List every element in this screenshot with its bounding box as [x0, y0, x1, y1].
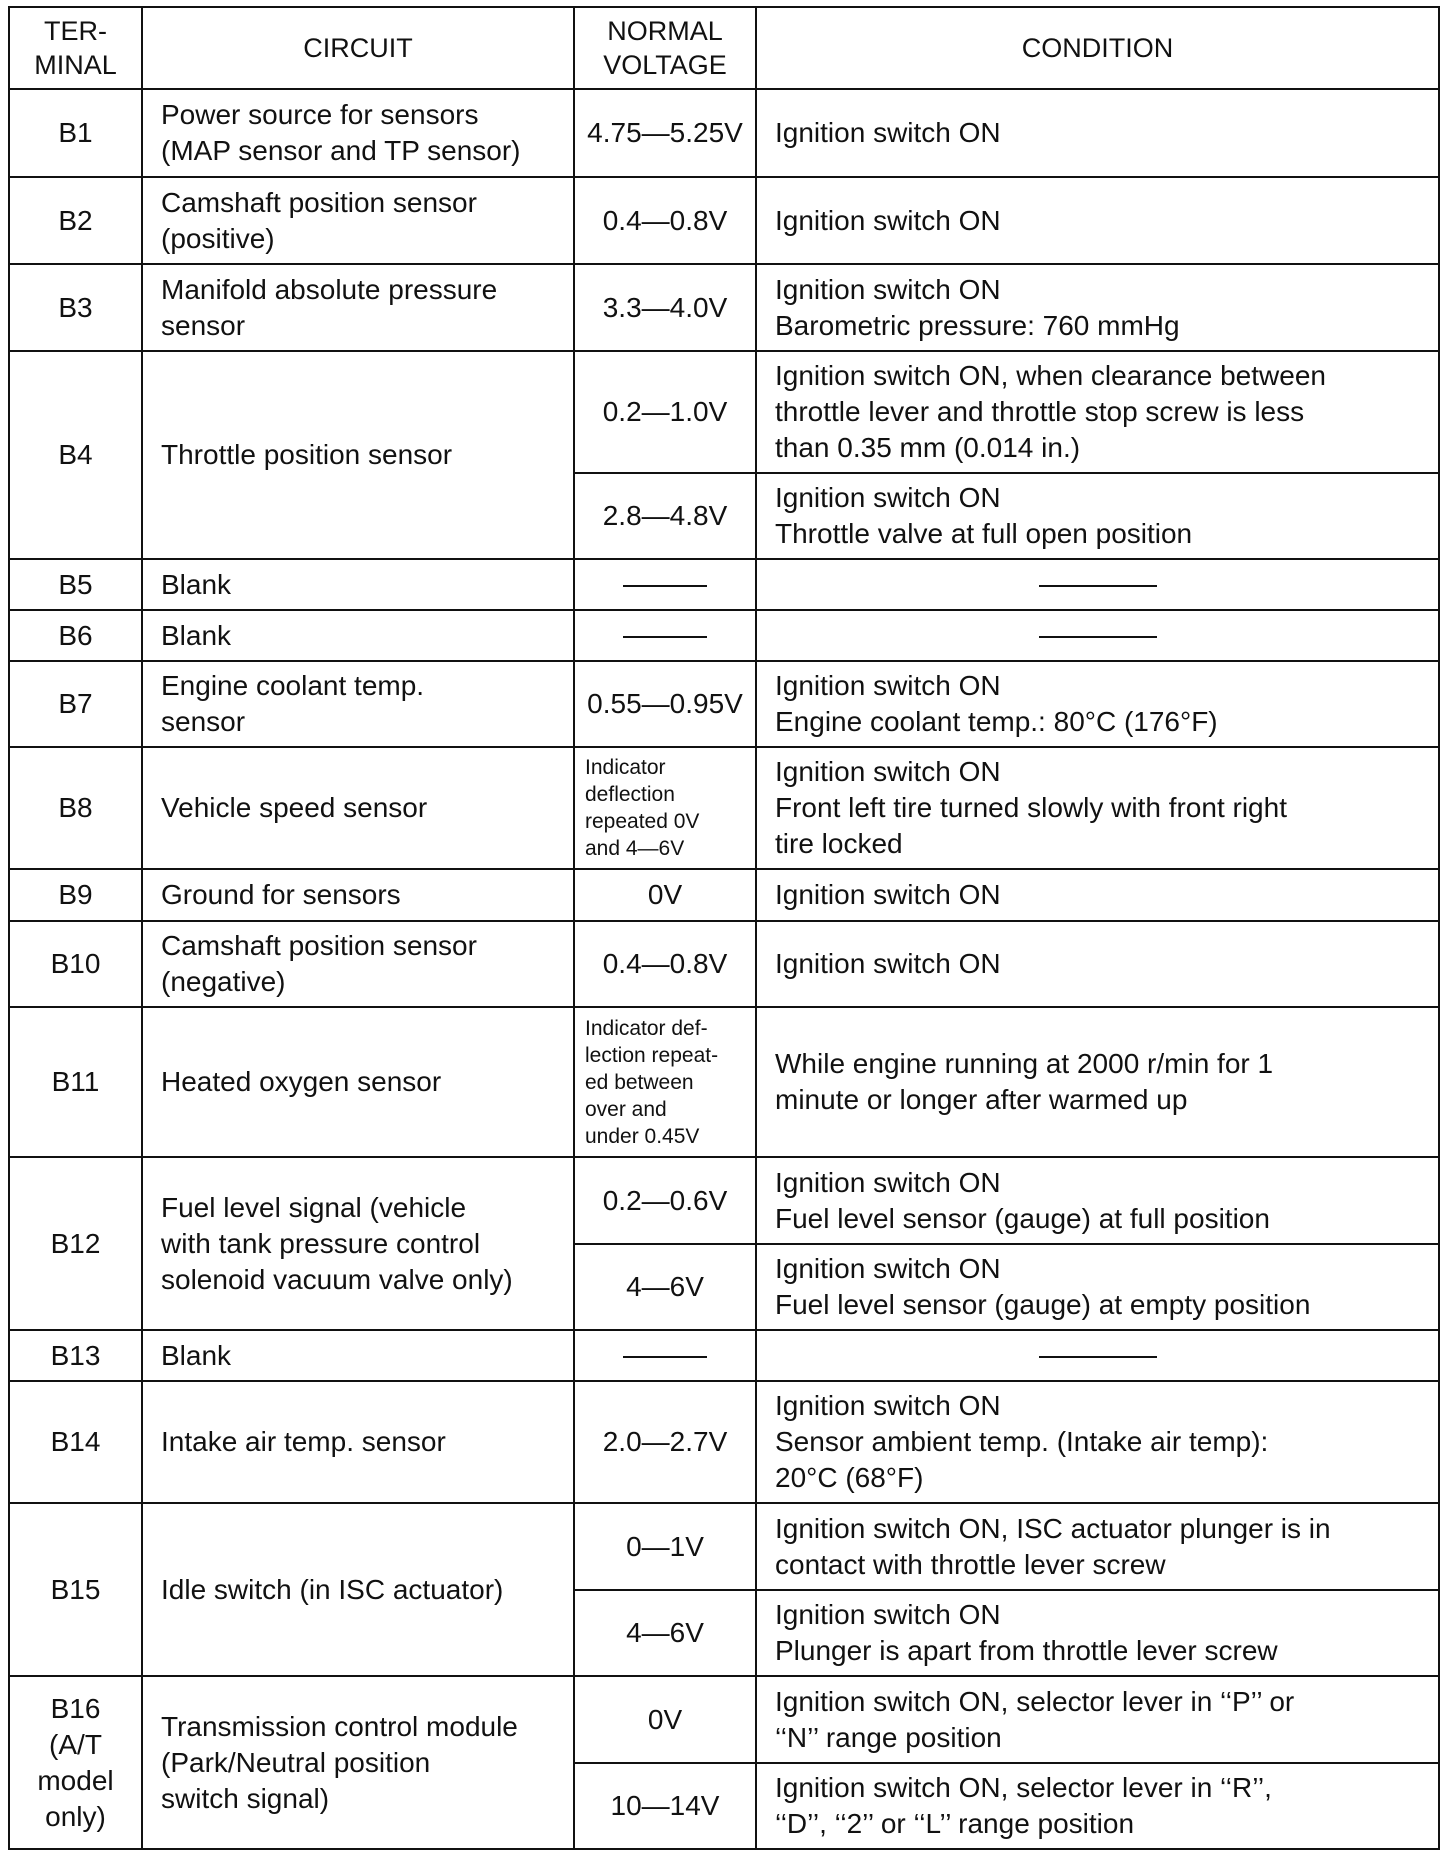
- table-row: [9, 177, 1439, 264]
- circuit-line: solenoid vacuum valve only): [161, 1263, 513, 1295]
- condition-line: Fuel level sensor (gauge) at full position: [775, 1202, 1270, 1234]
- circuit-cell: Throttle position sensor: [142, 351, 574, 559]
- terminal-line: model: [37, 1764, 114, 1796]
- header-circuit: CIRCUIT: [142, 7, 574, 89]
- terminal-cell: B7: [9, 661, 142, 747]
- condition-line: Ignition switch ON: [775, 1166, 1001, 1198]
- condition-cell: [756, 1244, 1439, 1330]
- dash-line: [1039, 636, 1157, 638]
- circuit-line: Power source for sensors: [161, 99, 479, 130]
- circuit-line: Fuel level signal (vehicle: [161, 1191, 467, 1223]
- condition-cell: [756, 1157, 1439, 1244]
- condition-cell: [756, 1590, 1439, 1676]
- header-condition: CONDITION: [756, 7, 1439, 89]
- voltage-cell: 4—6V: [574, 1244, 756, 1330]
- condition-line: Ignition switch ON, selector lever in ‘‘R’’,: [775, 1772, 1272, 1803]
- condition-line: Ignition switch ON: [775, 670, 1001, 701]
- circuit-cell: Blank: [142, 559, 574, 610]
- table-row: [9, 559, 1439, 610]
- table-row: [9, 1503, 1439, 1590]
- condition-line: Ignition switch ON: [775, 948, 1001, 979]
- circuit-line: (positive): [161, 222, 275, 254]
- terminal-cell: B6: [9, 610, 142, 661]
- voltage-line: Indicator: [585, 756, 666, 779]
- table-row: [9, 869, 1439, 921]
- voltage-cell: 2.0—2.7V: [574, 1381, 756, 1503]
- voltage-line: deflection: [585, 783, 675, 806]
- condition-line: contact with throttle lever screw: [775, 1548, 1166, 1580]
- header-terminal-line: TER-: [44, 16, 107, 46]
- circuit-cell: [142, 661, 574, 747]
- voltage-line: lection repeat-: [585, 1043, 719, 1067]
- condition-line: Barometric pressure: 760 mmHg: [775, 309, 1180, 341]
- voltage-cell: 0V: [574, 869, 756, 921]
- dash-line: [1039, 1356, 1157, 1358]
- condition-line: Ignition switch ON: [775, 482, 1001, 513]
- condition-line: throttle lever and throttle stop screw is less: [775, 396, 1305, 427]
- circuit-cell: [142, 89, 574, 177]
- table-row: [9, 1676, 1439, 1763]
- condition-line: ‘‘D’’, ‘‘2’’ or ‘‘L’’ range position: [775, 1808, 1135, 1839]
- terminal-line: B16: [50, 1692, 101, 1724]
- condition-line: than 0.35 mm (0.014 in.): [775, 432, 1081, 463]
- dash-line: [623, 636, 707, 638]
- circuit-line: sensor: [161, 309, 246, 341]
- voltage-cell-blank: [574, 610, 756, 661]
- voltage-cell-blank: [574, 559, 756, 610]
- voltage-cell: 0.2—0.6V: [574, 1157, 756, 1244]
- condition-cell: [756, 177, 1439, 264]
- table-row: [9, 921, 1439, 1007]
- table-row: [9, 89, 1439, 177]
- circuit-cell: Heated oxygen sensor: [142, 1007, 574, 1157]
- condition-line: Ignition switch ON: [775, 756, 1001, 787]
- table-row: [9, 747, 1439, 869]
- terminal-line: (A/T: [49, 1728, 102, 1760]
- voltage-line: Indicator def-: [585, 1016, 708, 1040]
- circuit-cell: Blank: [142, 610, 574, 661]
- header-terminal: [9, 7, 142, 89]
- circuit-line: sensor: [161, 706, 246, 737]
- condition-cell: [756, 1503, 1439, 1590]
- circuit-line: switch signal): [161, 1782, 330, 1814]
- voltage-cell: 2.8—4.8V: [574, 473, 756, 559]
- circuit-cell: Blank: [142, 1330, 574, 1381]
- condition-line: Ignition switch ON: [775, 117, 1001, 148]
- condition-line: tire locked: [775, 828, 903, 859]
- condition-line: Throttle valve at full open position: [775, 518, 1193, 549]
- condition-line: Front left tire turned slowly with front right: [775, 792, 1287, 823]
- voltage-cell: 0.2—1.0V: [574, 351, 756, 473]
- table-row: [9, 351, 1439, 473]
- voltage-line: over and: [585, 1097, 667, 1121]
- condition-cell-blank: [756, 610, 1439, 661]
- header-row: [9, 7, 1439, 89]
- voltage-cell: [574, 747, 756, 869]
- condition-cell-blank: [756, 1330, 1439, 1381]
- terminal-cell: B15: [9, 1503, 142, 1676]
- condition-cell: [756, 264, 1439, 351]
- voltage-cell: 0—1V: [574, 1503, 756, 1590]
- condition-cell: [756, 921, 1439, 1007]
- condition-line: Ignition switch ON, ISC actuator plunger is in: [775, 1512, 1331, 1544]
- voltage-cell-blank: [574, 1330, 756, 1381]
- table-row: [9, 264, 1439, 351]
- circuit-line: Transmission control module: [161, 1710, 518, 1742]
- terminal-cell: B13: [9, 1330, 142, 1381]
- terminal-line: only): [45, 1800, 106, 1832]
- circuit-cell: [142, 921, 574, 1007]
- condition-line: Fuel level sensor (gauge) at empty position: [775, 1289, 1311, 1320]
- voltage-cell: [574, 1007, 756, 1157]
- circuit-line: Camshaft position sensor: [161, 930, 477, 961]
- voltage-cell: 0.55—0.95V: [574, 661, 756, 747]
- condition-line: Ignition switch ON, when clearance between: [775, 360, 1326, 391]
- terminal-voltage-table: [8, 6, 1440, 1850]
- condition-line: 20°C (68°F): [775, 1462, 924, 1493]
- voltage-cell: 10—14V: [574, 1763, 756, 1849]
- circuit-cell: [142, 177, 574, 264]
- table-row: [9, 661, 1439, 747]
- condition-cell: [756, 747, 1439, 869]
- circuit-line: (MAP sensor and TP sensor): [161, 135, 521, 166]
- condition-cell: [756, 1763, 1439, 1849]
- voltage-cell: 4.75—5.25V: [574, 89, 756, 177]
- terminal-cell: B2: [9, 177, 142, 264]
- condition-cell-blank: [756, 559, 1439, 610]
- terminal-cell: B3: [9, 264, 142, 351]
- terminal-cell: B4: [9, 351, 142, 559]
- circuit-line: Manifold absolute pressure: [161, 273, 498, 305]
- voltage-line: under 0.45V: [585, 1124, 700, 1148]
- condition-line: Ignition switch ON: [775, 273, 1001, 305]
- table-row: [9, 1157, 1439, 1244]
- dash-line: [1039, 585, 1157, 587]
- condition-cell: [756, 473, 1439, 559]
- terminal-cell: B11: [9, 1007, 142, 1157]
- circuit-cell: Ground for sensors: [142, 869, 574, 921]
- table-row: [9, 610, 1439, 661]
- voltage-line: ed between: [585, 1070, 694, 1094]
- circuit-cell: Vehicle speed sensor: [142, 747, 574, 869]
- voltage-cell: 0.4—0.8V: [574, 921, 756, 1007]
- condition-line: While engine running at 2000 r/min for 1: [775, 1048, 1274, 1079]
- condition-line: minute or longer after warmed up: [775, 1084, 1188, 1115]
- voltage-cell: 4—6V: [574, 1590, 756, 1676]
- header-terminal-line: MINAL: [34, 50, 117, 80]
- voltage-cell: 0.4—0.8V: [574, 177, 756, 264]
- circuit-cell: [142, 264, 574, 351]
- terminal-cell: [9, 1676, 142, 1849]
- circuit-cell: [142, 1157, 574, 1330]
- table-row: [9, 1330, 1439, 1381]
- table-row: [9, 1007, 1439, 1157]
- condition-line: Plunger is apart from throttle lever screw: [775, 1635, 1278, 1666]
- circuit-line: (negative): [161, 966, 286, 997]
- dash-line: [623, 585, 707, 587]
- voltage-cell: 0V: [574, 1676, 756, 1763]
- condition-line: Sensor ambient temp. (Intake air temp):: [775, 1426, 1269, 1457]
- header-voltage-line: NORMAL: [607, 16, 723, 46]
- condition-cell: [756, 1381, 1439, 1503]
- condition-cell: [756, 1007, 1439, 1157]
- terminal-cell: B8: [9, 747, 142, 869]
- condition-line: Engine coolant temp.: 80°C (176°F): [775, 706, 1218, 737]
- terminal-cell: B14: [9, 1381, 142, 1503]
- condition-line: Ignition switch ON: [775, 1599, 1001, 1630]
- header-voltage: [574, 7, 756, 89]
- condition-cell: [756, 1676, 1439, 1763]
- circuit-line: with tank pressure control: [161, 1227, 481, 1259]
- terminal-cell: B12: [9, 1157, 142, 1330]
- condition-cell: [756, 89, 1439, 177]
- condition-line: ‘‘N’’ range position: [775, 1721, 1002, 1753]
- terminal-cell: B5: [9, 559, 142, 610]
- circuit-cell: Intake air temp. sensor: [142, 1381, 574, 1503]
- condition-cell: [756, 869, 1439, 921]
- circuit-line: (Park/Neutral position: [161, 1746, 431, 1778]
- header-voltage-line: VOLTAGE: [603, 50, 727, 80]
- condition-line: Ignition switch ON: [775, 879, 1001, 910]
- voltage-line: repeated 0V: [585, 810, 700, 833]
- condition-cell: [756, 661, 1439, 747]
- terminal-cell: B9: [9, 869, 142, 921]
- condition-line: Ignition switch ON: [775, 1390, 1001, 1421]
- circuit-line: Engine coolant temp.: [161, 670, 425, 701]
- circuit-line: Camshaft position sensor: [161, 186, 477, 218]
- dash-line: [623, 1356, 707, 1358]
- voltage-line: and 4—6V: [585, 837, 685, 860]
- terminal-cell: B10: [9, 921, 142, 1007]
- condition-line: Ignition switch ON, selector lever in ‘‘P’’ or: [775, 1685, 1295, 1717]
- condition-line: Ignition switch ON: [775, 204, 1001, 236]
- circuit-cell: [142, 1676, 574, 1849]
- condition-cell: [756, 351, 1439, 473]
- page: [8, 6, 1438, 1850]
- voltage-cell: 3.3—4.0V: [574, 264, 756, 351]
- circuit-cell: Idle switch (in ISC actuator): [142, 1503, 574, 1676]
- condition-line: Ignition switch ON: [775, 1253, 1001, 1284]
- terminal-cell: B1: [9, 89, 142, 177]
- table-row: [9, 1381, 1439, 1503]
